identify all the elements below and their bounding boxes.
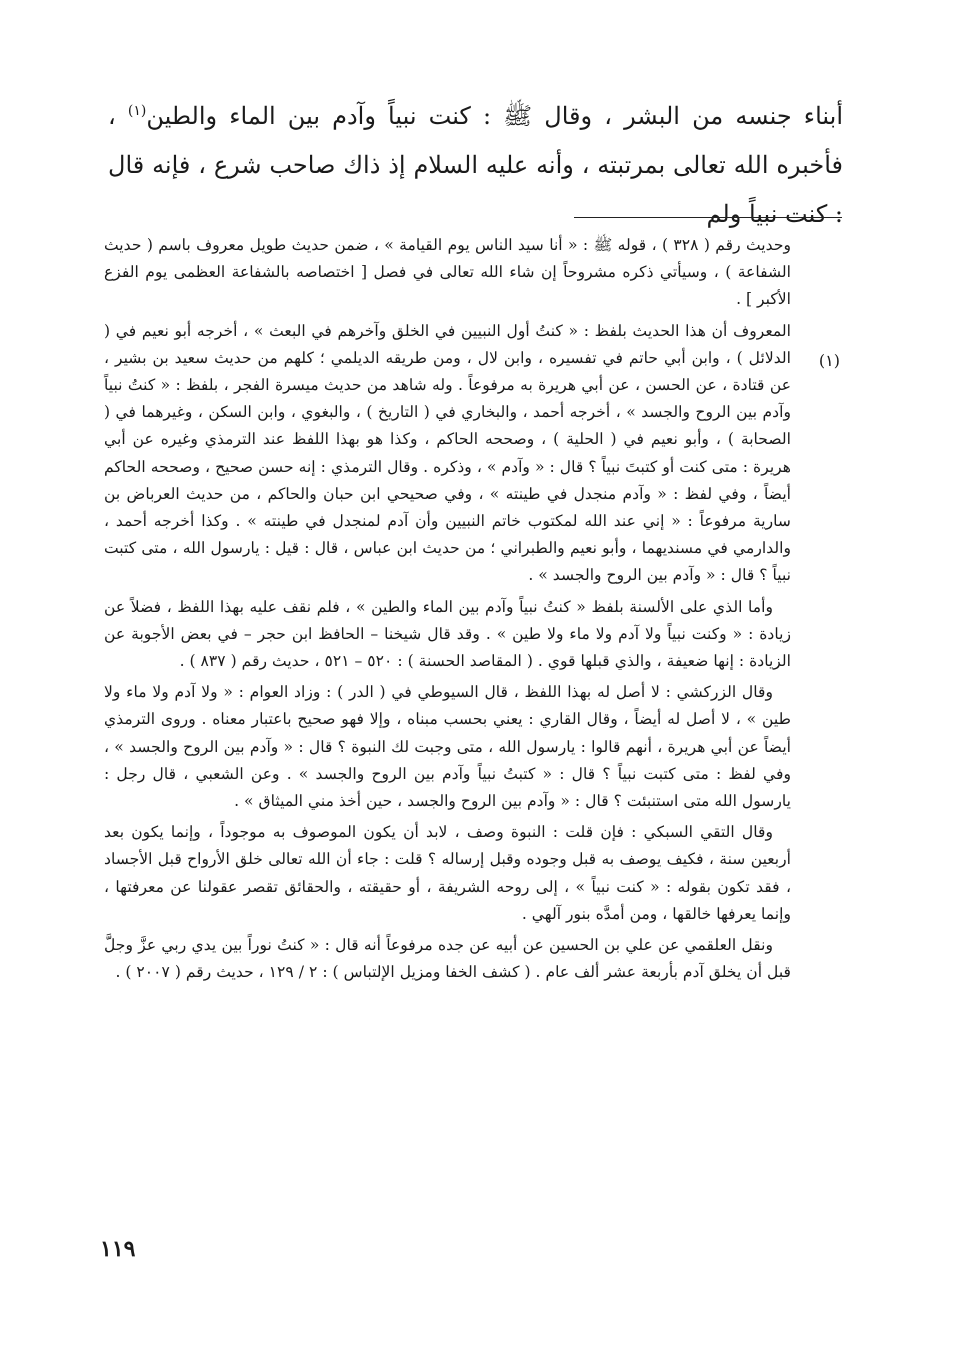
footnote-paragraph: وأما الذي على الألسنة بلفظ « كنتُ نبياً وآدم بين الماء والطين » ، فلم نقف عليه بهذا اللفظ ، فضلاً عن زيادة : « وكنت نبياً ولا آدم ولا ماء ولا طين » . وقد قال شيخنا – الحافظ ابن حجر – في بعض الأجوبة عن الزيادة : إنها ضعيفة ، والذي قبلها قوي . ( المقاصد الحسنة ) : ٥٢٠ – ٥٢١ ، حديث رقم ( ٨٣٧ ) . — [104, 597, 791, 671]
footnote-paragraph: وقال التقي السبكي : فإن قلت : النبوة وصف ، لابد أن يكون الموصوف به موجوداً ، وإنما يكون بعد أربعين سنة ، فكيف يوصف به قبل وجوده وقبل إرساله ؟ قلت : جاء أن الله تعالى خلق الأرواح قبل الأجساد ، فقد تكون بقوله : « كنت نبياً » ، إلى روحه الشريفة ، أو حقيقته ، والحقائق تقصر عقولنا عن معرفتها ، وإنما يعرفها خالقها ، ومن أمدَّه بنور آلهي . — [104, 823, 791, 923]
main-text-part1: أبناء جنسه من البشر ، وقال ﷺ : كنت نبياً وآدم بين الماء والطين — [146, 102, 843, 130]
footnote-one-part5 — [104, 932, 791, 986]
footnote-paragraph: وحديث رقم ( ٣٢٨ ) ، قوله ﷺ : « أنا سيد الناس يوم القيامة » ، ضمن حديث طويل معروف باسم ( حديث الشفاعة ) ، وسيأتي ذكره مشروحاً إن شاء الله تعالى في فصل [ اختصاصه بالشفاعة العظمى يوم الفزع الأكبر ] . — [104, 236, 792, 309]
footnote-one-part2 — [104, 594, 791, 676]
footnote-one — [104, 318, 791, 590]
footnote-one-part3 — [104, 679, 791, 815]
footnotes — [104, 232, 791, 986]
footnote-one-part4 — [104, 819, 791, 928]
footnote-paragraph: وقال الزركشي : لا أصل له بهذا اللفظ ، قال السيوطي في ( الدر ) : وزاد العوام : « ولا آدم ولا ماء ولا طين » ، لا أصل له أيضاً ، وقال القاري : يعني بحسب مبناه ، وإلا فهو صحيح باعتبار معناه . وروى الترمذي أيضاً عن أبي هريرة ، أنهم قالوا : يارسول الله ، متى وجبت لك النبوة ؟ قال : « وآدم بين الروح والجسد » ، وفي لفظ : متى كتبت نبياً ؟ قال : « كتبتُ نبياً وآدم بين الروح والجسد » . وعن الشعبي ، قال رجل : يارسول الله متى استنبئت ؟ قال : « وآدم بين الروح والجسد ، حين أخذ مني الميثاق » . — [104, 683, 791, 811]
page-number: ١١٩ — [100, 1236, 136, 1262]
footnote-marker: (١) — [818, 351, 840, 370]
footnote-paragraph: ونقل العلقمي عن علي بن الحسين عن أبيه عن جده مرفوعاً أنه قال : « كنتُ نوراً بين يدي ربي عزَّ وجلَّ قبل أن يخلق آدم بأربعة عشر ألف عام . ( كشف الخفا ومزيل الإلتباس ) : ٢ / ١٢٩ ، حديث رقم ( ٢٠٠٧ ) . — [104, 936, 791, 982]
footnote-reference: (١) — [127, 103, 147, 119]
footnote-divider — [574, 217, 842, 218]
main-text-part2: ، فأخبره الله تعالى بمرتبته ، وأنه عليه السلام إذ ذاك صاحب شرع ، فإنه قال : كنت نبياً ولم — [108, 102, 843, 228]
footnote-paragraph: المعروف أن هذا الحديث بلفظ : « كنتُ أول النبيين في الخلق وآخرهم في البعث » ، أخرجه أبو نعيم في ( الدلائل ) ، وابن أبي حاتم في تفسيره ، وابن لال ، ومن طريقه الديلمي ؛ كلهم من حديث سعيد بن بشير ، عن قتادة ، عن الحسن ، عن أبي هريرة به مرفوعاً . وله شاهد من حديث ميسرة الفجر ، بلفظ : « كنتُ نبياً وآدم بين الروح والجسد » ، أخرجه أحمد ، والبخاري في ( التاريخ ) ، والبغوي ، وابن السكن ، وغيرهما في ( الصحابة ) ، وأبو نعيم في ( الحلية ) ، وصححه الحاكم ، وكذا هو بهذا اللفظ عند الترمذي وغيره عن أبي هريرة : متى كنت أو كتبتَ نبياً ؟ قال : « وآدم » ، وذكره . وقال الترمذي : إنه حسن صحيح ، وصححه الحاكم أيضاً ، وفي لفظ : « وآدم منجدل في طينته » ، وفي صحيحي ابن حبان والحاكم ، من حديث العرباض بن سارية مرفوعاً : « إني عند الله لمكتوب خاتم النبيين وأن آدم لمنجدل في طينته » . وكذا أخرجه أحمد ، والدارمي في مسنديهما ، وأبو نعيم والطبراني ؛ من حديث ابن عباس ، قال : قيل : يارسول الله ، متى كتبت نبياً ؟ قال : « وآدم بين الروح والجسد » . — [104, 321, 791, 585]
footnote-continuation — [104, 232, 791, 314]
